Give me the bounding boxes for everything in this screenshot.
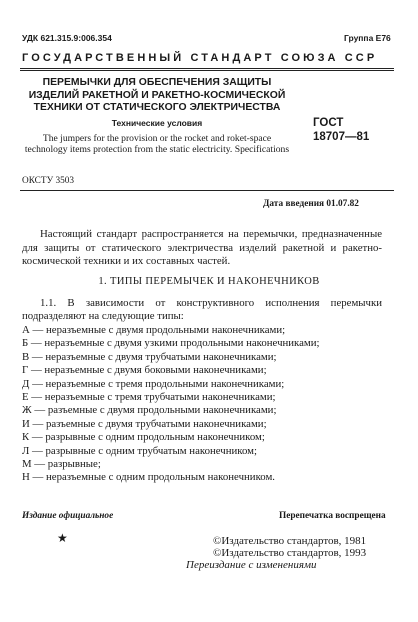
top-rule	[20, 68, 394, 69]
list-item: Г — неразъемные с двумя боковыми наконечниками;	[22, 364, 267, 377]
star-icon: ★	[57, 531, 68, 545]
copyright-1993: ©Издательство стандартов, 1993	[213, 547, 367, 559]
list-item: Л — разрывные с одним трубчатым наконечником;	[22, 444, 257, 457]
title-line-2: ИЗДЕЛИЙ РАКЕТНОЙ И РАКЕТНО-КОСМИЧЕСКОЙ	[28, 89, 286, 101]
section-heading: 1. ТИПЫ ПЕРЕМЫЧЕК И НАКОНЕЧНИКОВ	[98, 276, 320, 287]
gos-standard-heading: ГОСУДАРСТВЕННЫЙ СТАНДАРТ СОЮЗА ССР	[22, 52, 378, 64]
top-rule-second	[20, 70, 394, 71]
copyright-1981: ©Издательство стандартов, 1981	[213, 535, 367, 547]
list-item: Н — неразъемные с одним продольным наконечником.	[22, 471, 275, 484]
list-item: Д — неразъемные с тремя продольными наконечниками;	[22, 377, 285, 390]
list-item: И — разъемные с двумя трубчатыми наконечниками;	[22, 417, 267, 430]
document-title	[22, 77, 292, 115]
group-code: Группа Е76	[344, 33, 391, 43]
title-line-1: ПЕРЕМЫЧКИ ДЛЯ ОБЕСПЕЧЕНИЯ ЗАЩИТЫ	[42, 77, 272, 88]
list-item: А — неразъемные с двумя продольными наконечниками;	[22, 324, 286, 336]
list-item: В — неразъемные с двумя трубчатыми наконечниками;	[22, 350, 277, 363]
list-item: Е — неразъемные с тремя трубчатыми наконечниками;	[22, 391, 276, 404]
udk-code: УДК 621.315.9:006.354	[22, 33, 112, 43]
english-title: The jumpers for the provision or the rocket and roket-space technology items protection from the static electricity. Specifications	[24, 133, 290, 156]
gost-number: 18707—81	[313, 131, 370, 143]
middle-rule	[20, 190, 394, 191]
list-item: Ж — разъемные с двумя продольными наконечниками;	[22, 404, 277, 417]
effective-date: Дата введения 01.07.82	[263, 199, 359, 209]
gost-label: ГОСТ	[313, 117, 344, 129]
types-list	[22, 324, 320, 485]
reprint-prohibited: Перепечатка воспрещена	[279, 511, 386, 521]
list-item: Б — неразъемные с двумя узкими продольными наконечниками;	[22, 337, 320, 350]
list-item: М — разрывные;	[22, 458, 101, 471]
subtitle: Технические условия	[111, 118, 203, 128]
list-item: К — разрывные с одним продольным наконечником;	[22, 431, 265, 444]
intro-paragraph: Настоящий стандарт распространяется на перемычки, предназначенные для защиты от статического электричества изделий ракетной и ракетно-космической техники и их составных частей.	[22, 228, 382, 267]
okstu-code: ОКСТУ 3503	[22, 176, 75, 186]
clause-1-1: 1.1. В зависимости от конструктивного исполнения перемычки подразделяют на следующие типы:	[22, 297, 382, 323]
reissue-note: Переиздание с изменениями	[186, 559, 317, 571]
gost-block	[313, 116, 369, 144]
title-line-3: ТЕХНИКИ ОТ СТАТИЧЕСКОГО ЭЛЕКТРИЧЕСТВА	[33, 102, 281, 113]
official-edition: Издание официальное	[22, 511, 114, 521]
